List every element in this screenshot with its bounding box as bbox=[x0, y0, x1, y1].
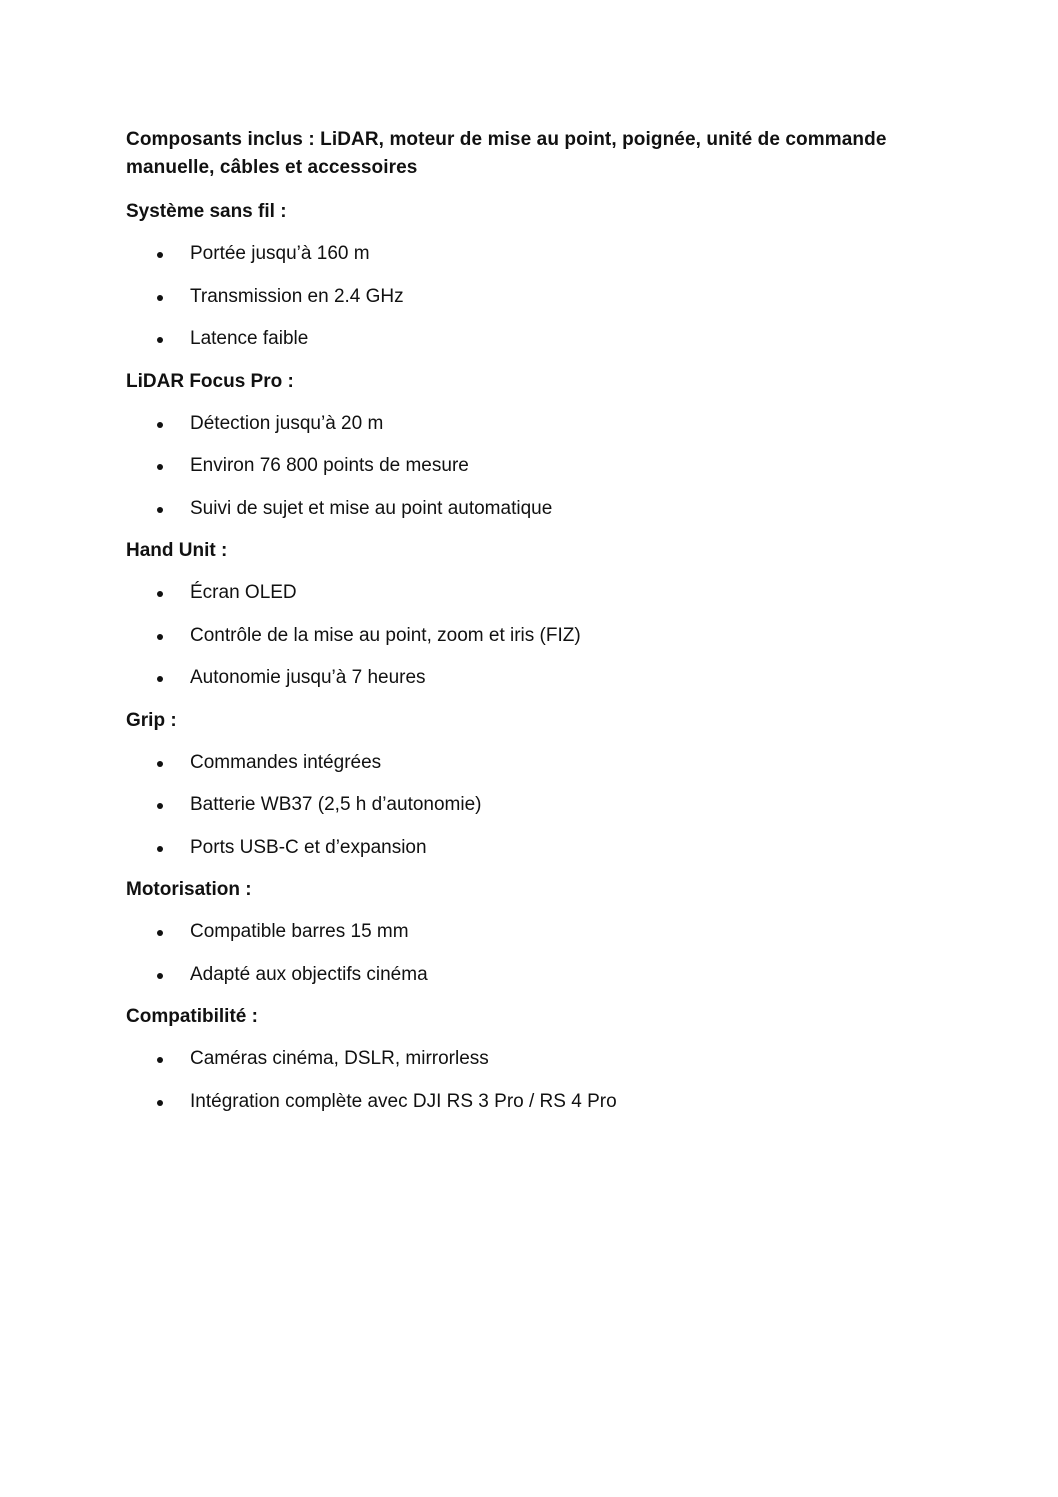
bullet-list bbox=[126, 1045, 936, 1116]
list-item bbox=[126, 918, 936, 946]
list-item-text: Détection jusqu’à 20 m bbox=[190, 412, 384, 434]
list-item bbox=[126, 579, 936, 607]
list-item-text: Transmission en 2.4 GHz bbox=[190, 285, 404, 307]
bullet-icon bbox=[157, 1100, 163, 1106]
bullet-list bbox=[126, 749, 936, 862]
list-item bbox=[126, 283, 936, 311]
list-item-text: Intégration complète avec DJI RS 3 Pro / RS 4 Pro bbox=[190, 1090, 617, 1112]
bullet-icon bbox=[157, 507, 163, 513]
bullet-list bbox=[126, 918, 936, 989]
list-item bbox=[126, 834, 936, 862]
intro-paragraph: Composants inclus : LiDAR, moteur de mise au point, poignée, unité de commande manuelle, câbles et accessoires bbox=[126, 129, 887, 178]
list-item bbox=[126, 1088, 936, 1116]
bullet-icon bbox=[157, 1057, 163, 1063]
section-heading: Système sans fil : bbox=[126, 201, 287, 222]
list-item-text: Caméras cinéma, DSLR, mirrorless bbox=[190, 1048, 489, 1069]
list-item bbox=[126, 961, 936, 989]
list-item-text: Commandes intégrées bbox=[190, 751, 382, 773]
list-item bbox=[126, 622, 936, 650]
list-item-text: Compatible barres 15 mm bbox=[190, 921, 409, 942]
list-item bbox=[126, 749, 936, 777]
list-item bbox=[126, 452, 936, 480]
section-heading: Compatibilité : bbox=[126, 1006, 258, 1027]
bullet-icon bbox=[157, 591, 163, 597]
bullet-icon bbox=[157, 422, 163, 428]
section-heading: Grip : bbox=[126, 709, 177, 731]
section-heading: Motorisation : bbox=[126, 879, 252, 900]
bullet-icon bbox=[157, 337, 163, 343]
list-item-text: Portée jusqu’à 160 m bbox=[190, 243, 370, 264]
list-item-text: Adapté aux objectifs cinéma bbox=[190, 963, 428, 985]
bullet-icon bbox=[157, 803, 163, 809]
bullet-list bbox=[126, 579, 936, 692]
list-item bbox=[126, 410, 936, 438]
document-body bbox=[126, 126, 936, 1130]
section-heading: Hand Unit : bbox=[126, 540, 228, 561]
bullet-icon bbox=[157, 464, 163, 470]
bullet-icon bbox=[157, 252, 163, 258]
bullet-icon bbox=[157, 761, 163, 767]
bullet-icon bbox=[157, 634, 163, 640]
list-item-text: Écran OLED bbox=[190, 582, 297, 603]
bullet-icon bbox=[157, 295, 163, 301]
list-item-text: Suivi de sujet et mise au point automatique bbox=[190, 497, 553, 519]
list-item-text: Contrôle de la mise au point, zoom et iris (FIZ) bbox=[190, 624, 581, 646]
list-item bbox=[126, 664, 936, 692]
bullet-icon bbox=[157, 973, 163, 979]
list-item bbox=[126, 791, 936, 819]
section-wireless bbox=[126, 198, 936, 353]
list-item-text: Batterie WB37 (2,5 h d’autonomie) bbox=[190, 794, 482, 815]
section-motorisation bbox=[126, 876, 936, 989]
list-item-text: Autonomie jusqu’à 7 heures bbox=[190, 667, 426, 688]
list-item bbox=[126, 240, 936, 268]
list-item-text: Ports USB-C et d’expansion bbox=[190, 836, 427, 858]
bullet-icon bbox=[157, 846, 163, 852]
section-grip bbox=[126, 707, 936, 862]
list-item bbox=[126, 325, 936, 353]
section-compatibility bbox=[126, 1003, 936, 1116]
list-item-text: Environ 76 800 points de mesure bbox=[190, 455, 469, 476]
section-hand-unit bbox=[126, 537, 936, 692]
list-item bbox=[126, 1045, 936, 1073]
bullet-icon bbox=[157, 930, 163, 936]
bullet-list bbox=[126, 410, 936, 523]
bullet-list bbox=[126, 240, 936, 353]
section-lidar bbox=[126, 368, 936, 523]
section-heading: LiDAR Focus Pro : bbox=[126, 370, 294, 392]
list-item-text: Latence faible bbox=[190, 328, 309, 349]
list-item bbox=[126, 495, 936, 523]
bullet-icon bbox=[157, 676, 163, 682]
